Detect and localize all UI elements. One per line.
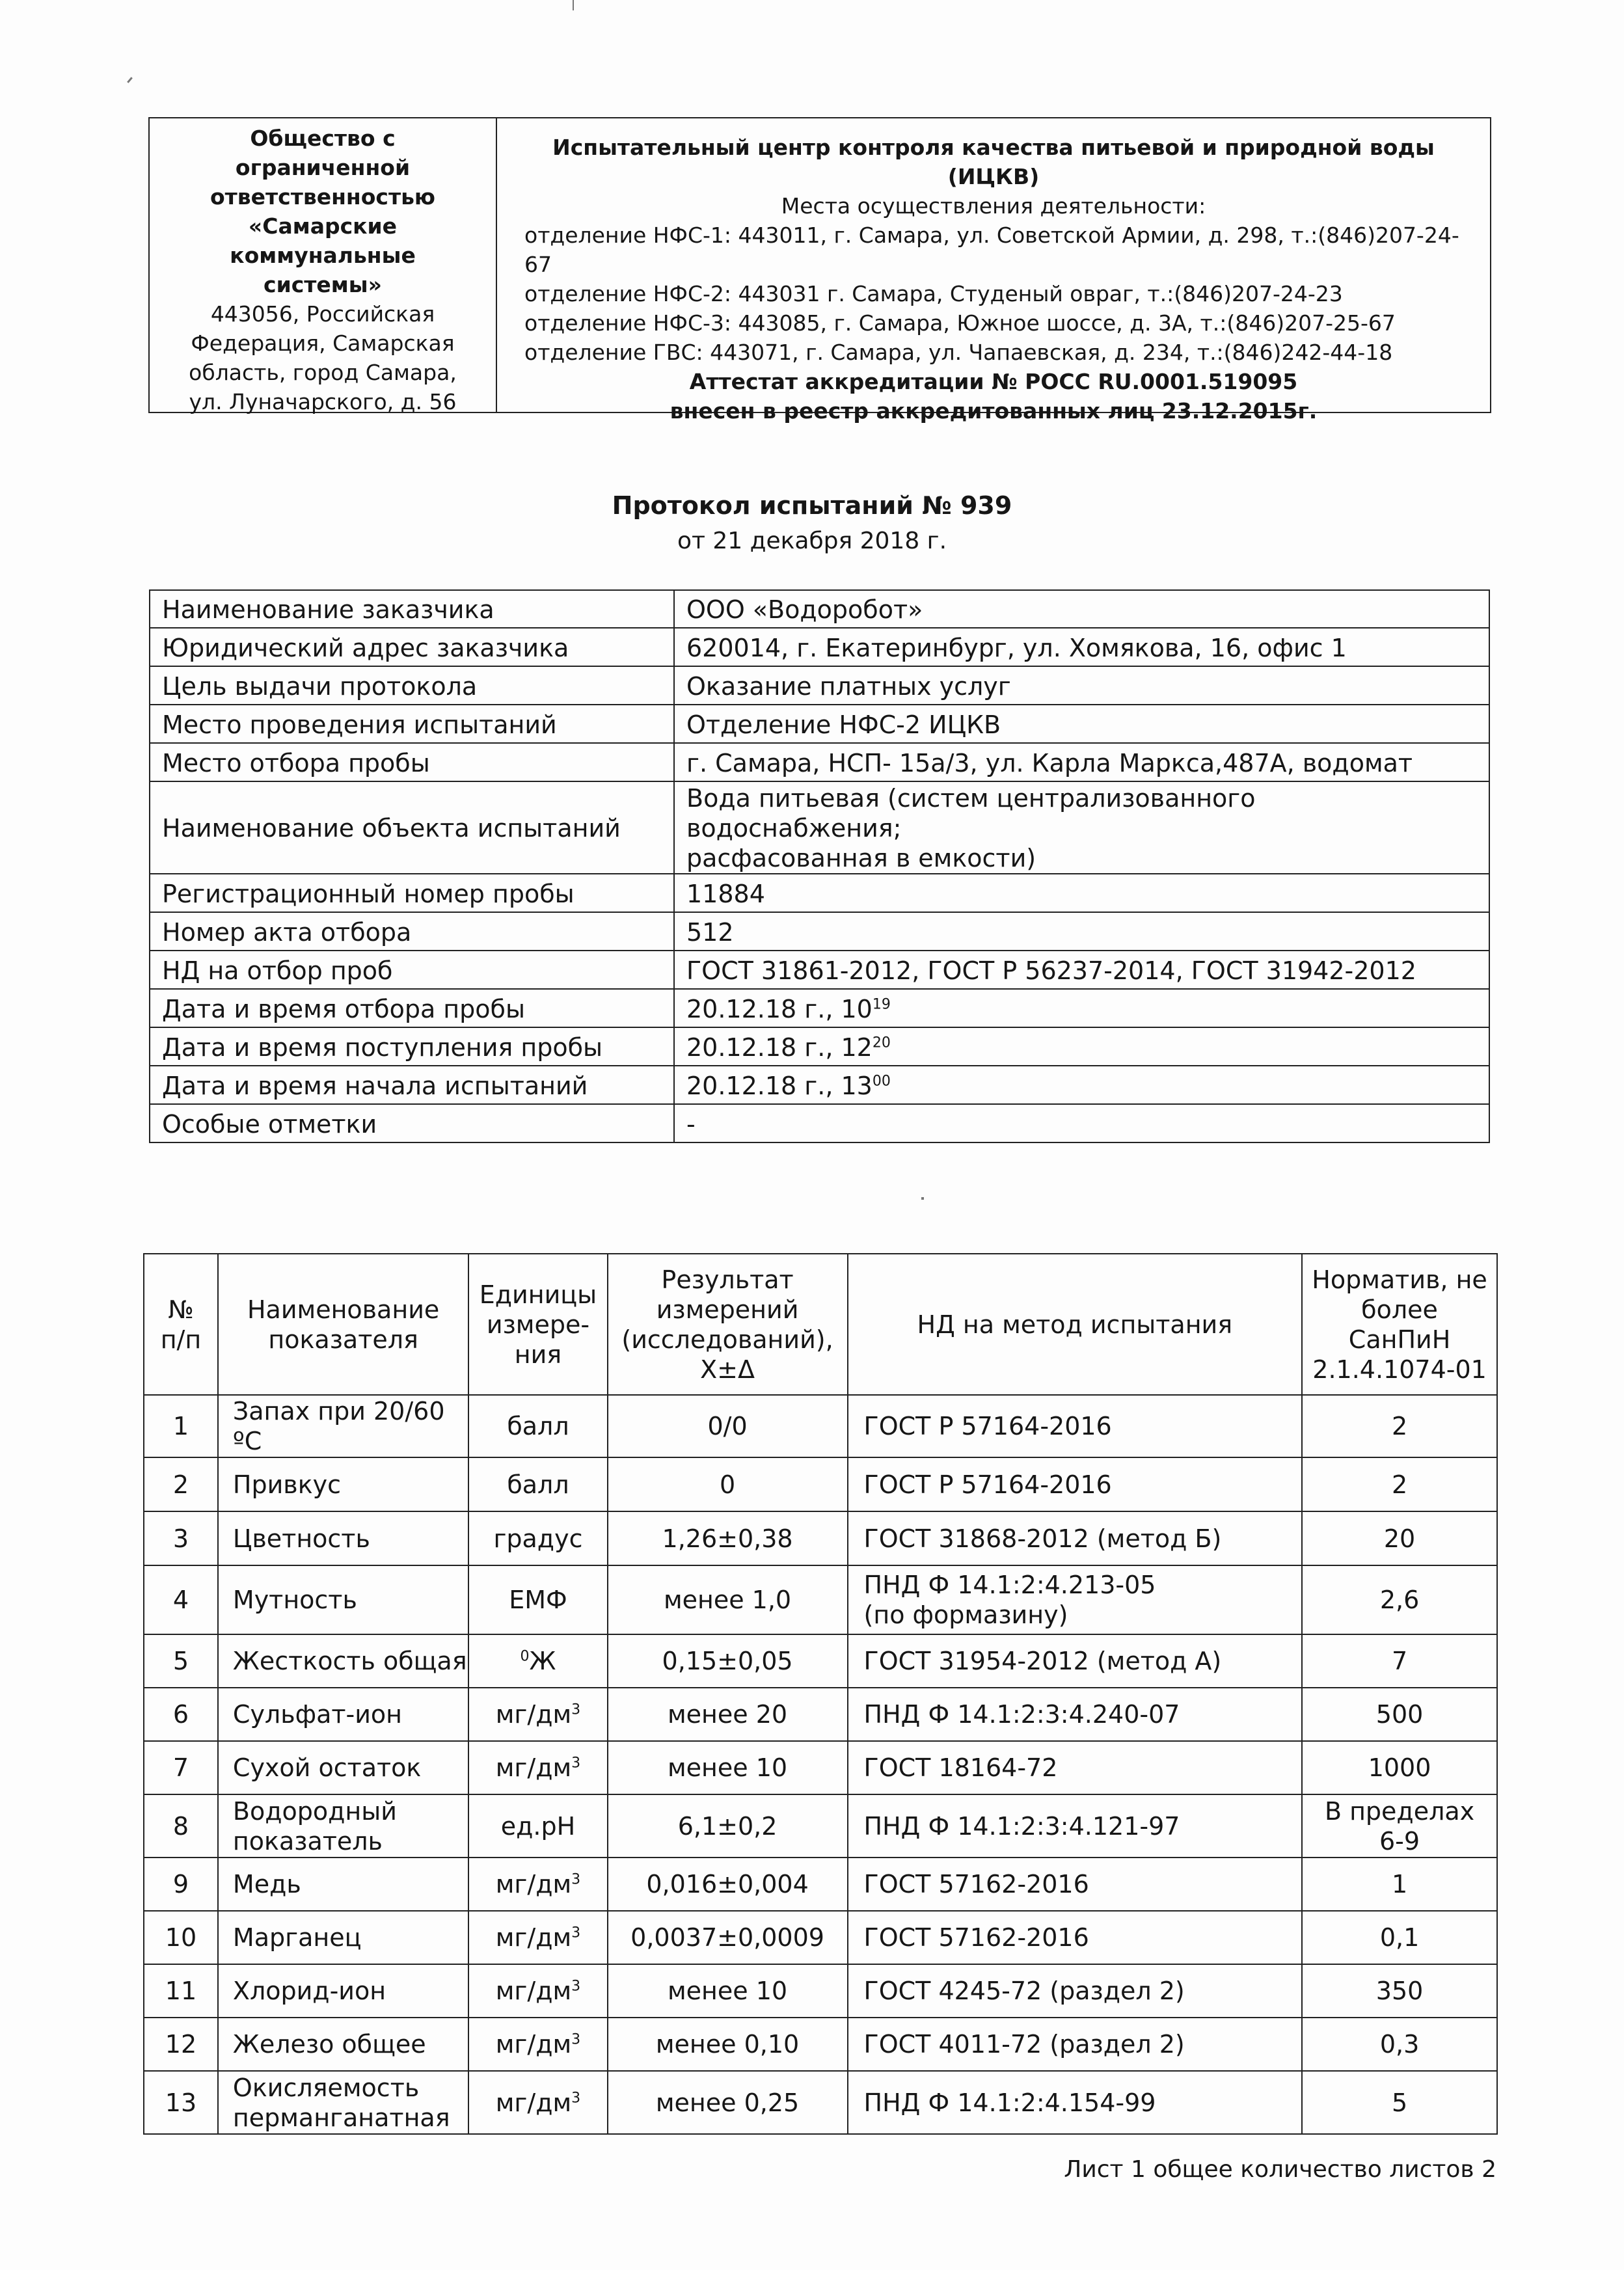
result: 0/0: [608, 1395, 848, 1457]
indicator-name: Железо общее: [218, 2018, 468, 2071]
result: 0,15±0,05: [608, 1634, 848, 1688]
organization-cell: [150, 118, 497, 412]
indicator-name: Окисляемость перманганатная: [218, 2071, 468, 2134]
method: ПНД Ф 14.1:2:4.213-05 (по формазину): [848, 1565, 1303, 1634]
row-number: 4: [144, 1565, 218, 1634]
info-value: [674, 989, 1489, 1027]
result: 0,0037±0,0009: [608, 1911, 848, 1964]
result: 1,26±0,38: [608, 1511, 848, 1565]
method: ГОСТ 31868-2012 (метод Б): [848, 1511, 1303, 1565]
scan-mark: [127, 77, 133, 83]
branch-line: отделение НФС-2: 443031 г. Самара, Студеный овраг, т.:(846)207-24-23: [524, 281, 1343, 306]
col-header-name: Наименование показателя: [218, 1254, 468, 1395]
time-minutes: 00: [872, 1072, 891, 1089]
norm: 350: [1302, 1964, 1497, 2018]
row-number: 6: [144, 1688, 218, 1741]
table-row: [144, 1911, 1497, 1964]
norm: 2: [1302, 1457, 1497, 1511]
org-name-line: коммунальные: [230, 243, 416, 268]
method: ГОСТ 18164-72: [848, 1741, 1303, 1794]
info-key: Номер акта отбора: [150, 912, 674, 951]
unit: ЕМФ: [468, 1565, 607, 1634]
info-value: ООО «Водоробот»: [674, 590, 1489, 628]
row-number: 5: [144, 1634, 218, 1688]
info-row: [150, 989, 1489, 1027]
info-row: [150, 1104, 1489, 1142]
org-address-line: ул. Луначарского, д. 56: [189, 389, 457, 414]
org-address-line: 443056, Российская: [210, 301, 435, 327]
scan-mark: [921, 1197, 924, 1200]
method: ГОСТ Р 57164-2016: [848, 1457, 1303, 1511]
sample-info-table: [149, 589, 1490, 1143]
test-center-cell: [497, 118, 1490, 424]
center-title: Испытательный центр контроля качества питьевой и природной воды: [552, 135, 1435, 160]
info-row: [150, 1027, 1489, 1066]
method: ПНД Ф 14.1:2:3:4.240-07: [848, 1688, 1303, 1741]
norm: 7: [1302, 1634, 1497, 1688]
method: ГОСТ Р 57164-2016: [848, 1395, 1303, 1457]
result: 0,016±0,004: [608, 1858, 848, 1911]
info-value: 11884: [674, 874, 1489, 912]
info-value: г. Самара, НСП- 15а/3, ул. Карла Маркса,487А, водомат: [674, 743, 1489, 781]
row-number: 3: [144, 1511, 218, 1565]
info-key: Дата и время поступления пробы: [150, 1027, 674, 1066]
date-value: 20.12.18 г., 13: [686, 1071, 873, 1100]
unit: $мг/дм^3$: [468, 1858, 607, 1911]
info-value: Отделение НФС-2 ИЦКВ: [674, 705, 1489, 743]
row-number: 8: [144, 1794, 218, 1858]
info-value: ГОСТ 31861-2012, ГОСТ Р 56237-2014, ГОСТ 31942-2012: [674, 951, 1489, 989]
indicator-name: Хлорид-ион: [218, 1964, 468, 2018]
info-value: [674, 1066, 1489, 1104]
norm: 2: [1302, 1395, 1497, 1457]
norm: В пределах 6-9: [1302, 1794, 1497, 1858]
indicator-name: Сухой остаток: [218, 1741, 468, 1794]
table-row: [144, 1858, 1497, 1911]
protocol-title: Протокол испытаний № 939: [612, 491, 1012, 520]
info-row: [150, 743, 1489, 781]
table-row: [144, 1964, 1497, 2018]
org-name-line: ответственностью: [210, 184, 436, 209]
org-address-line: область, город Самара,: [189, 360, 457, 385]
info-value-line: расфасованная в емкости): [686, 844, 1036, 872]
indicator-name: Цветность: [218, 1511, 468, 1565]
info-row: [150, 1066, 1489, 1104]
indicator-name: Запах при 20/60 ºС: [218, 1395, 468, 1457]
unit: $мг/дм^3$: [468, 2018, 607, 2071]
info-row: [150, 781, 1489, 874]
norm: 2,6: [1302, 1565, 1497, 1634]
info-key: Особые отметки: [150, 1104, 674, 1142]
indicator-name: Мутность: [218, 1565, 468, 1634]
info-value-line: Вода питьевая (систем централизованного водоснабжения;: [686, 784, 1256, 843]
table-row: [144, 2071, 1497, 2134]
scan-mark: [573, 0, 574, 10]
unit: ед.pH: [468, 1794, 607, 1858]
unit: $^0$Ж: [468, 1634, 607, 1688]
col-header-result: Результат измерений (исследований), Х±Δ: [608, 1254, 848, 1395]
info-key: Дата и время начала испытаний: [150, 1066, 674, 1104]
col-header-norm: Норматив, не более СанПиН 2.1.4.1074-01: [1302, 1254, 1497, 1395]
row-number: 13: [144, 2071, 218, 2134]
unit: $мг/дм^3$: [468, 1911, 607, 1964]
row-number: 9: [144, 1858, 218, 1911]
info-value: Оказание платных услуг: [674, 666, 1489, 705]
info-key: Дата и время отбора пробы: [150, 989, 674, 1027]
result: менее 0,25: [608, 2071, 848, 2134]
col-header-num: № п/п: [144, 1254, 218, 1395]
norm: 5: [1302, 2071, 1497, 2134]
table-row: [144, 1688, 1497, 1741]
table-row: [144, 1395, 1497, 1457]
info-key: Место проведения испытаний: [150, 705, 674, 743]
info-value: [674, 1027, 1489, 1066]
row-number: 7: [144, 1741, 218, 1794]
branch-line: отделение ГВС: 443071, г. Самара, ул. Чапаевская, д. 234, т.:(846)242-44-18: [524, 340, 1393, 365]
table-row: [144, 1511, 1497, 1565]
method: ГОСТ 4245-72 (раздел 2): [848, 1964, 1303, 2018]
date-value: 20.12.18 г., 10: [686, 994, 873, 1023]
info-value: 620014, г. Екатеринбург, ул. Хомякова, 16, офис 1: [674, 628, 1489, 666]
info-value: 512: [674, 912, 1489, 951]
norm: 1000: [1302, 1741, 1497, 1794]
results-header-row: [144, 1254, 1497, 1395]
table-row: [144, 1457, 1497, 1511]
info-key: НД на отбор проб: [150, 951, 674, 989]
result: менее 10: [608, 1741, 848, 1794]
places-heading: Места осуществления деятельности:: [781, 193, 1206, 219]
norm: 500: [1302, 1688, 1497, 1741]
info-row: [150, 628, 1489, 666]
info-key: Наименование объекта испытаний: [150, 781, 674, 874]
unit: $мг/дм^3$: [468, 2071, 607, 2134]
header-table: [148, 117, 1491, 424]
method: ПНД Ф 14.1:2:4.154-99: [848, 2071, 1303, 2134]
unit: градус: [468, 1511, 607, 1565]
row-number: 1: [144, 1395, 218, 1457]
info-row: [150, 705, 1489, 743]
time-minutes: 19: [872, 995, 891, 1012]
info-key: Место отбора пробы: [150, 743, 674, 781]
result: менее 20: [608, 1688, 848, 1741]
indicator-name: Медь: [218, 1858, 468, 1911]
info-row: [150, 666, 1489, 705]
info-row: [150, 951, 1489, 989]
unit: балл: [468, 1457, 607, 1511]
result: менее 0,10: [608, 2018, 848, 2071]
result: менее 1,0: [608, 1565, 848, 1634]
org-name-line: ограниченной: [235, 155, 411, 180]
branch-line: отделение НФС-3: 443085, г. Самара, Южное шоссе, д. 3А, т.:(846)207-25-67: [524, 310, 1396, 336]
info-value: -: [674, 1104, 1489, 1142]
org-name-line: «Самарские: [248, 213, 398, 239]
date-value: 20.12.18 г., 12: [686, 1033, 873, 1062]
time-minutes: 20: [872, 1034, 891, 1051]
info-row: [150, 912, 1489, 951]
table-row: [144, 1634, 1497, 1688]
result: 0: [608, 1457, 848, 1511]
branch-line: отделение НФС-1: 443011, г. Самара, ул. Советской Армии, д. 298, т.:(846)207-24-67: [524, 223, 1459, 277]
norm: 1: [1302, 1858, 1497, 1911]
indicator-name: Жесткость общая: [218, 1634, 468, 1688]
method: ГОСТ 57162-2016: [848, 1858, 1303, 1911]
method: ГОСТ 4011-72 (раздел 2): [848, 2018, 1303, 2071]
row-number: 2: [144, 1457, 218, 1511]
protocol-date: от 21 декабря 2018 г.: [677, 528, 947, 554]
col-header-method: НД на метод испытания: [848, 1254, 1303, 1395]
indicator-name: Привкус: [218, 1457, 468, 1511]
method: ПНД Ф 14.1:2:3:4.121-97: [848, 1794, 1303, 1858]
row-number: 10: [144, 1911, 218, 1964]
accreditation: Аттестат аккредитации № РОСС RU.0001.519095: [689, 369, 1298, 394]
indicator-name: Марганец: [218, 1911, 468, 1964]
table-row: [144, 2018, 1497, 2071]
info-row: [150, 590, 1489, 628]
method: ГОСТ 31954-2012 (метод А): [848, 1634, 1303, 1688]
col-header-unit: Единицы измере- ния: [468, 1254, 607, 1395]
unit: $мг/дм^3$: [468, 1741, 607, 1794]
method: ГОСТ 57162-2016: [848, 1911, 1303, 1964]
table-row: [144, 1794, 1497, 1858]
center-abbrev: (ИЦКВ): [947, 164, 1040, 189]
registry-note: внесен в реестр аккредитованных лиц 23.12.2015г.: [670, 398, 1318, 424]
row-number: 11: [144, 1964, 218, 2018]
result: менее 10: [608, 1964, 848, 2018]
indicator-name: Сульфат-ион: [218, 1688, 468, 1741]
table-row: [144, 1565, 1497, 1634]
org-address-line: Федерация, Самарская: [191, 331, 455, 356]
info-value: [674, 781, 1489, 874]
info-key: Регистрационный номер пробы: [150, 874, 674, 912]
org-name-line: Общество с: [250, 126, 396, 151]
norm: 0,3: [1302, 2018, 1497, 2071]
unit: $мг/дм^3$: [468, 1688, 607, 1741]
row-number: 12: [144, 2018, 218, 2071]
indicator-name: Водородный показатель: [218, 1794, 468, 1858]
results-table: [143, 1253, 1498, 2135]
unit: балл: [468, 1395, 607, 1457]
table-row: [144, 1741, 1497, 1794]
info-row: [150, 874, 1489, 912]
unit: $мг/дм^3$: [468, 1964, 607, 2018]
result: 6,1±0,2: [608, 1794, 848, 1858]
norm: 20: [1302, 1511, 1497, 1565]
norm: 0,1: [1302, 1911, 1497, 1964]
page-counter: Лист 1 общее количество листов 2: [1064, 2156, 1496, 2183]
info-key: Цель выдачи протокола: [150, 666, 674, 705]
info-key: Наименование заказчика: [150, 590, 674, 628]
org-name-line: системы»: [264, 272, 382, 297]
info-key: Юридический адрес заказчика: [150, 628, 674, 666]
